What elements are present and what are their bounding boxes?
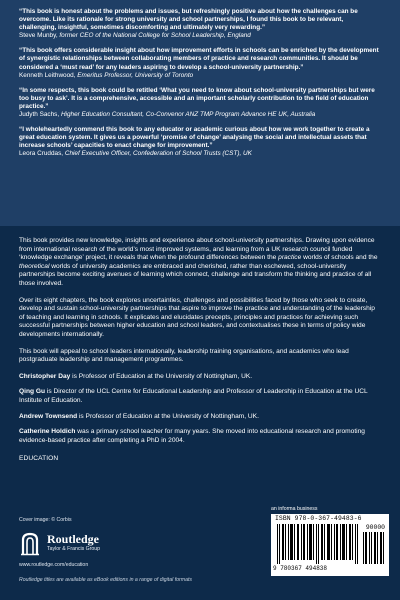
author-role: former CEO of the National College for School Leadership, England [59,32,251,40]
author-role: Chief Executive Officer, Confederation of School Trusts (CST), UK [64,150,252,158]
endorsement-3 [19,87,381,119]
endorsement-author [19,32,381,40]
barcode [271,514,389,576]
endorsement-author [19,150,381,158]
publisher-name: Routledge [47,532,99,546]
endorsements [19,8,381,166]
description-paragraph-3: This book will appeal to school leaders internationally, leadership training organisations, and academics who lead postgraduate leadership and management programmes. [19,347,349,364]
endorsement-author [19,111,381,119]
author-role: Higher Education Consultant, Co-Convenor ANZ TMP Program Advance HE UK, Australia [60,111,316,119]
price-barcode-icon [363,532,385,564]
endorsement-author [19,72,381,80]
book-description [19,237,381,464]
price-code: 90000 [365,524,385,531]
endorsement-text: “In some respects, this book could be retitled ‘What you need to know about school-university partnerships but were too busy to ask’. It is a comprehensive, accessible and an important scholarly contribution to the field of education practice.” [19,86,375,110]
cover-credit: Cover image: © Corbis [19,517,72,523]
author-name: Kenneth Leithwood, [19,71,76,79]
description-paragraph-1: This book provides new knowledge, insights and experience about school-university partnerships. Drawing upon evidence from international research of the world’s most improved systems, and learning from a UK research council funded ‘knowledge exchange’ project, it reveals that when the profound differences between the practice worlds of schools and the theoretical worlds of university academics are embraced and cherished, rather than eschewed, school-university partnerships become exciting avenues of learning which connect, challenge and transform the thinking and practice of all those involved. [19,237,378,287]
subject-category: EDUCATION [19,455,59,463]
author-bio: Christopher Day is Professor of Education at the University of Nottingham, UK. [19,372,253,380]
isbn-number: ISBN 978-0-367-49483-6 [275,515,362,522]
endorsement-text: “This book is honest about the problems and issues, but refreshingly positive about how the challenges can be overcome. Like its rationale for strong university and school partnerships, I found this book to be relevant, challenging, insightful, sometimes discomforting and ultimately very rewarding.” [19,8,358,32]
informa-label: an informa business [271,506,318,512]
publisher-url[interactable]: www.routledge.com/education [19,562,89,568]
publisher-group: Taylor & Francis Group [47,546,101,552]
endorsement-1 [19,8,381,40]
ebook-note: Routledge titles are available as eBook editions in a range of digital formats [19,577,193,583]
isbn-barcode-icon [277,524,361,564]
endorsement-4 [19,126,381,158]
barcode-digits: 9 780367 494838 [273,565,328,572]
routledge-logo-icon [19,530,41,556]
endorsement-text: “This book offers considerable insight about how improvement efforts in schools can be enriched by the development of synergistic relationships between collaborating members of practice and research communities. It should be considered a ‘must read’ for any leaders aspiring to develop a school-university partnership.” [19,47,379,71]
author-bio: Andrew Townsend is Professor of Education at the University of Nottingham, UK. [19,412,259,420]
author-name: Steve Munby, [19,32,58,40]
author-name: Judyth Sachs, [19,111,60,119]
publisher-logo [19,530,189,560]
description-paragraph-2: Over its eight chapters, the book explores uncertainties, challenges and possibilities faced by those who seek to create, develop and sustain school-university partnerships that aspire to improve the practice and understanding of the leadership of teaching and learning in schools. It explicates and elucidates precepts, principles and practices for achieving such successful partnerships between higher education and school leaders, and contextualises these in terms of policy wide developments internationally. [19,296,375,338]
endorsement-text: “I wholeheartedly commend this book to any educator or academic curious about how we work together to create a great education system. It gives us a powerful ‘promise of change’ analysing the social and intellectual assets that increase schools’ capacities to enact change for improvement.” [19,126,370,150]
author-bio: Catherine Holdich was a primary school teacher for many years. She moved into educational research and promoting evidence-based practice after completing a PhD in 2004. [19,428,365,444]
endorsement-2 [19,47,381,79]
barcode-block [271,506,391,576]
author-bio: Qing Gu is Director of the UCL Centre for Educational Leadership and Professor of Leadership in Education at the UCL Institute of Education. [19,388,368,404]
author-name: Leora Cruddas, [19,150,64,158]
author-role: Emeritus Professor, University of Toronto [77,71,194,79]
